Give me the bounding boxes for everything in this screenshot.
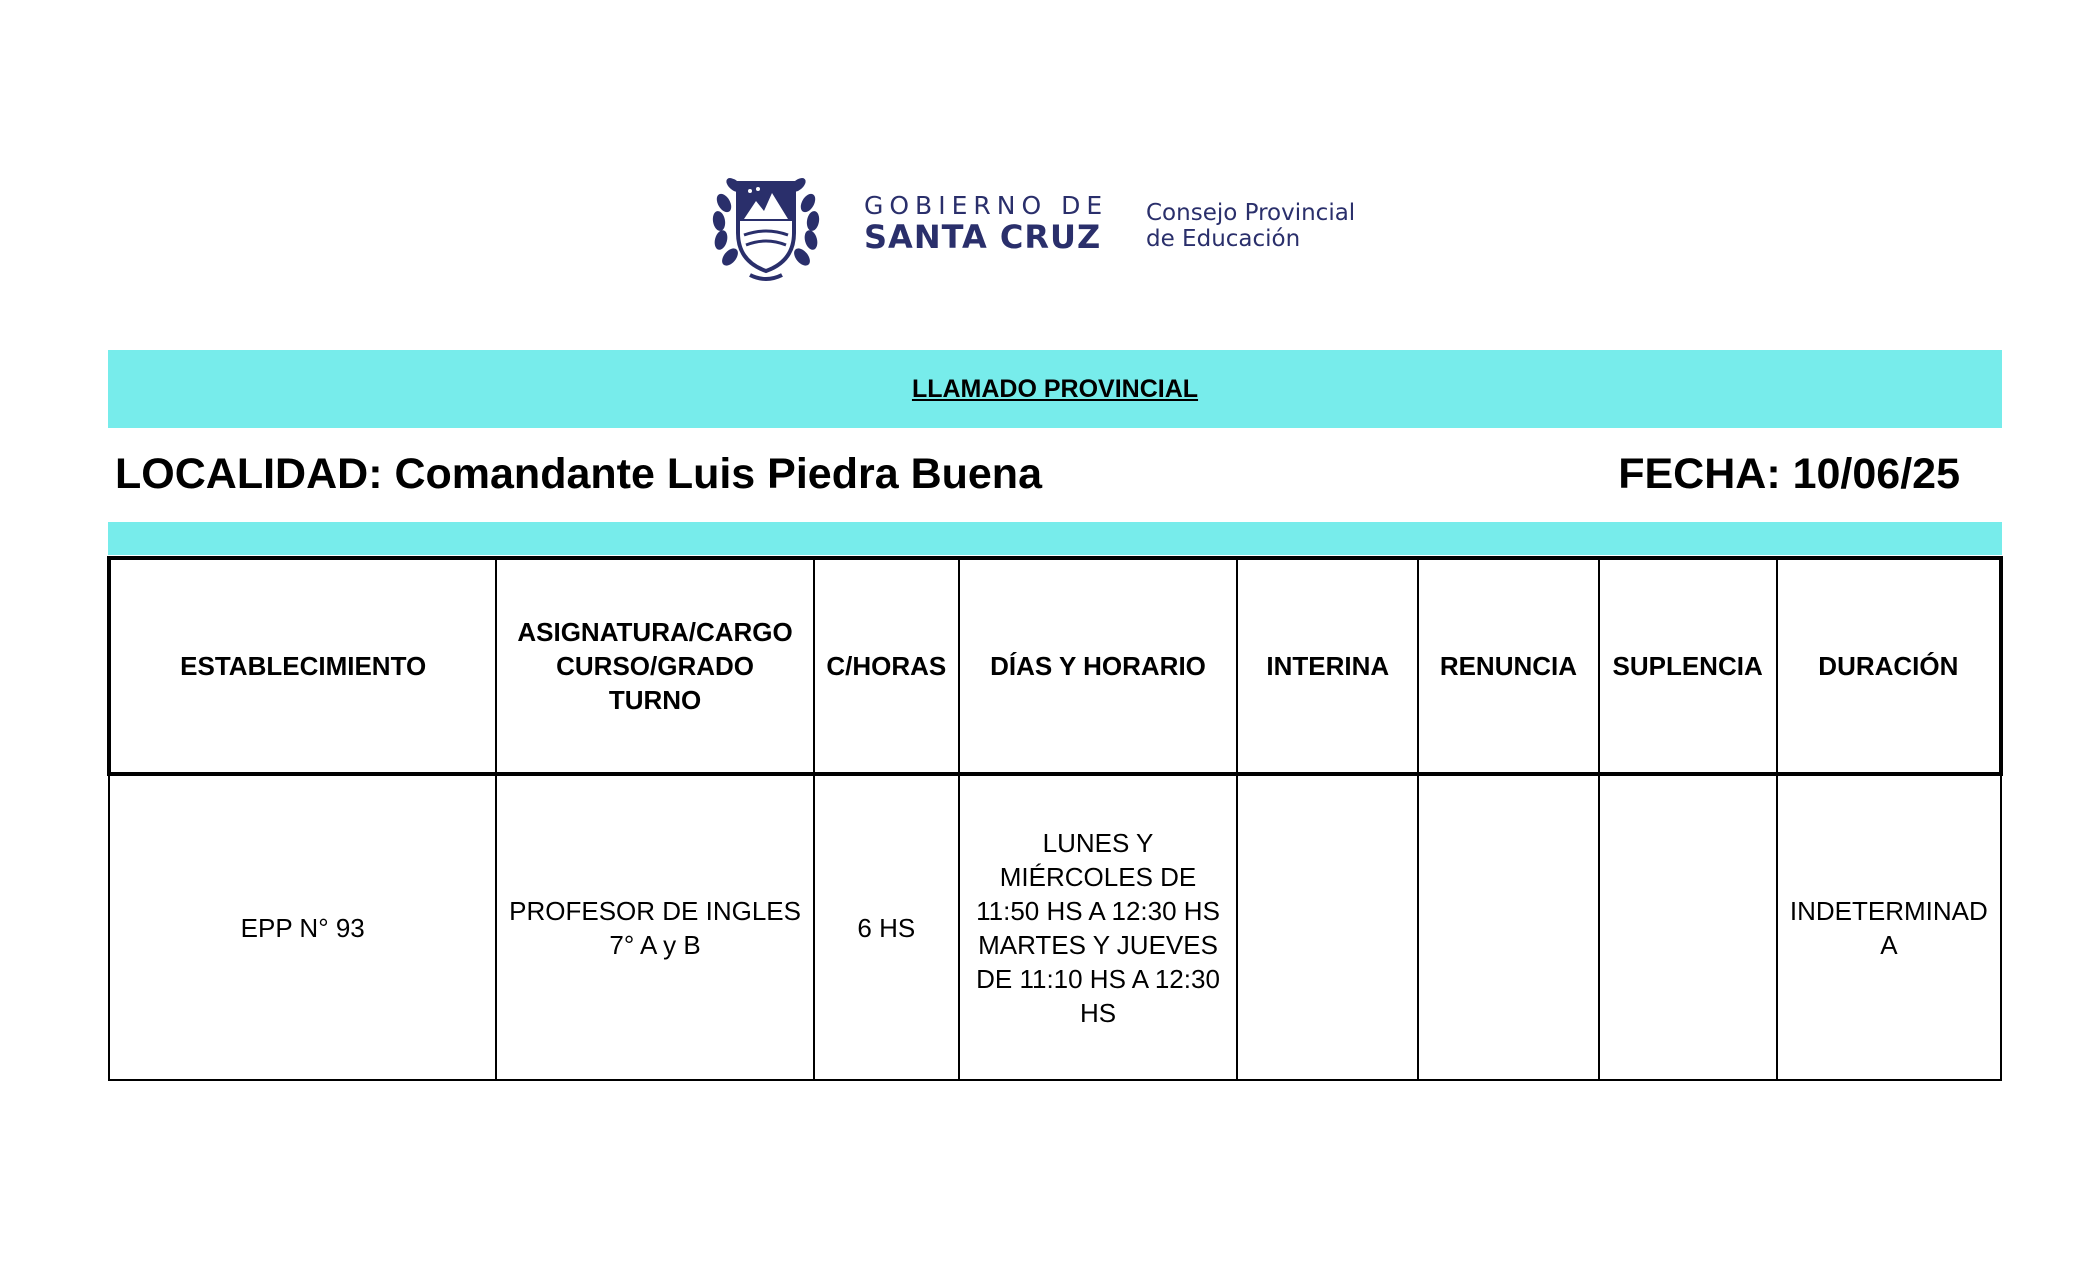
government-line1: GOBIERNO DE <box>864 191 1109 220</box>
column-header-duracion: DURACIÓN <box>1777 558 2001 774</box>
government-wordmark <box>864 193 1108 255</box>
council-line1: Consejo Provincial <box>1146 200 1356 226</box>
council-wordmark <box>1146 200 1355 252</box>
table-row <box>109 774 2001 1080</box>
separator-band <box>108 522 2002 555</box>
government-line2: SANTA CRUZ <box>864 218 1102 256</box>
cell-duracion: INDETERMINADA <box>1777 774 2001 1080</box>
cell-asignatura: PROFESOR DE INGLES 7° A y B <box>496 774 813 1080</box>
cell-horas: 6 HS <box>814 774 959 1080</box>
cell-renuncia <box>1418 774 1598 1080</box>
council-line2: de Educación <box>1146 226 1301 252</box>
column-header-renuncia: RENUNCIA <box>1418 558 1598 774</box>
cell-interina <box>1237 774 1418 1080</box>
coat-of-arms-icon <box>710 163 822 285</box>
column-header-interina: INTERINA <box>1237 558 1418 774</box>
column-header-suplencia: SUPLENCIA <box>1599 558 1777 774</box>
government-logo <box>710 163 1108 285</box>
document-title: LLAMADO PROVINCIAL <box>911 374 1199 403</box>
cell-establecimiento: EPP N° 93 <box>109 774 496 1080</box>
locality-label: LOCALIDAD: Comandante Luis Piedra Buena <box>115 450 1042 498</box>
title-band <box>108 350 2002 428</box>
cell-suplencia <box>1599 774 1777 1080</box>
vacancy-table <box>107 556 2003 1081</box>
column-header-dias-horario: DÍAS Y HORARIO <box>959 558 1237 774</box>
date-label: FECHA: 10/06/25 <box>1618 450 1960 498</box>
column-header-asignatura: ASIGNATURA/CARGO CURSO/GRADO TURNO <box>496 558 813 774</box>
column-header-establecimiento: ESTABLECIMIENTO <box>109 558 496 774</box>
column-header-horas: C/HORAS <box>814 558 959 774</box>
cell-dias-horario: LUNES Y MIÉRCOLES DE 11:50 HS A 12:30 HS MARTES Y JUEVES DE 11:10 HS A 12:30 HS <box>959 774 1237 1080</box>
table-header-row <box>109 558 2001 774</box>
